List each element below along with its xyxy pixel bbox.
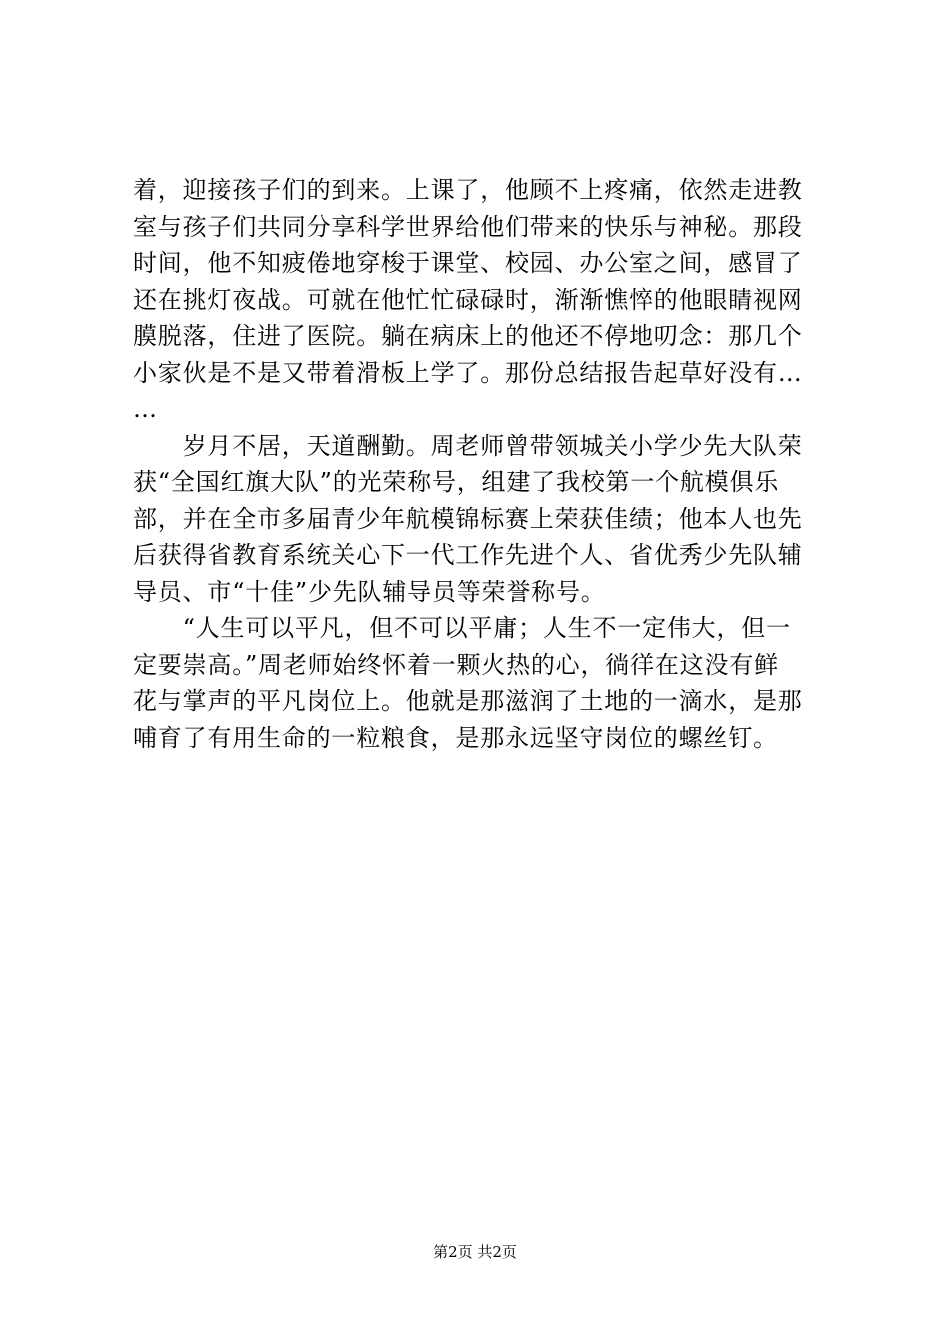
- text-line: 部，并在全市多届青少年航模锦标赛上荣获佳绩；他本人也先: [133, 504, 803, 533]
- text-line: 哺育了有用生命的一粒粮食，是那永远坚守岗位的螺丝钉。: [133, 723, 778, 752]
- text-line: 室与孩子们共同分享科学世界给他们带来的快乐与神秘。那段: [133, 212, 803, 241]
- text-line: 着，迎接孩子们的到来。上课了，他顾不上疼痛，依然走进教: [133, 176, 803, 204]
- text-line: 膜脱落，住进了医院。躺在病床上的他还不停地叨念：那几个: [133, 322, 803, 350]
- text-line: 时间，他不知疲倦地穿梭于课堂、校园、办公室之间，感冒了: [133, 249, 803, 277]
- text-line: 岁月不居，天道酬勤。周老师曾带领城关小学少先大队荣: [133, 431, 803, 460]
- page-number-footer: 第2页 共2页: [433, 1243, 517, 1261]
- text-line: …: [133, 395, 158, 423]
- text-line: 导员、市“十佳”少先队辅导员等荣誉称号。: [133, 577, 606, 606]
- text-line: 定要崇高。”周老师始终怀着一颗火热的心，徜徉在这没有鲜: [133, 650, 779, 679]
- text-line: 小家伙是不是又带着滑板上学了。那份总结报告起草好没有…: [133, 358, 803, 387]
- text-line: 后获得省教育系统关心下一代工作先进个人、省优秀少先队辅: [133, 541, 803, 569]
- text-line: 获“全国红旗大队”的光荣称号，组建了我校第一个航模俱乐: [133, 468, 780, 496]
- text-line: 还在挑灯夜战。可就在他忙忙碌碌时，渐渐憔悴的他眼睛视网: [133, 285, 803, 314]
- document-body: [133, 172, 817, 756]
- text-line: “人生可以平凡，但不可以平庸；人生不一定伟大，但一: [133, 614, 791, 642]
- text-line: 花与掌声的平凡岗位上。他就是那滋润了土地的一滴水，是那: [133, 687, 803, 715]
